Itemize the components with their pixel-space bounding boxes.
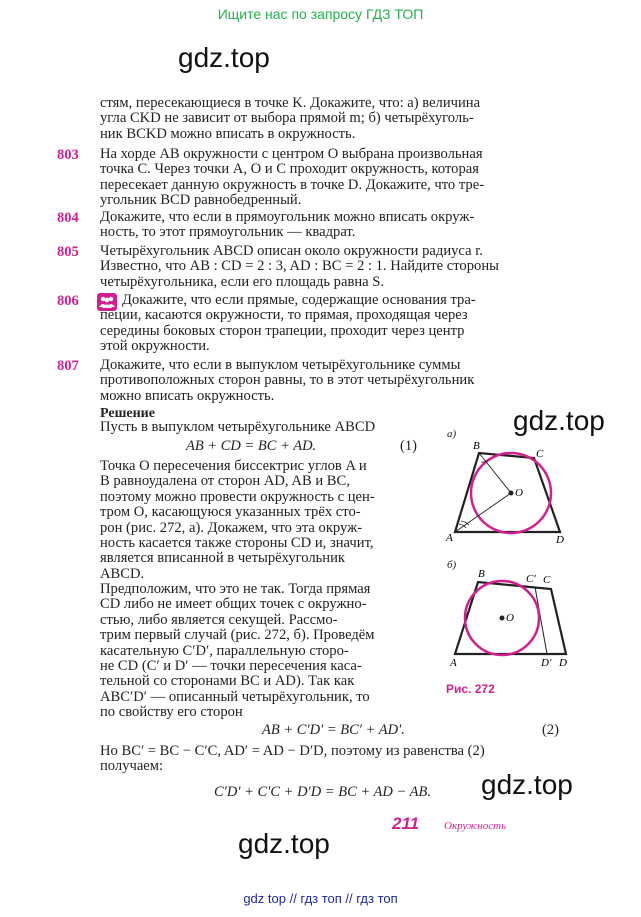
label-O: O xyxy=(515,487,523,499)
watermark: gdz.top xyxy=(178,42,270,73)
bottom-banner: gdz top // гдз топ // гдз топ xyxy=(243,891,398,906)
watermark: gdz.top xyxy=(513,405,605,436)
top-banner: Ищите нас по запросу ГДЗ ТОП xyxy=(217,6,424,22)
text-line: Точка O пересечения биссектрис углов A и xyxy=(100,458,367,474)
text-line: Известно, что AB : CD = 2 : 3, AD : BC = 2 : 1. Найдите стороны xyxy=(100,258,499,275)
problem-number: 807 xyxy=(57,358,79,374)
solution-line: получаем: xyxy=(100,758,164,774)
text-line: ность касается также стороны CD и, значит, xyxy=(100,535,374,552)
text-line: ABC′D′ — описанный четырёхугольник, то xyxy=(100,688,370,705)
text-line: Четырёхугольник ABCD описан около окружности радиуса r. xyxy=(100,243,483,259)
label-B: B xyxy=(473,440,480,452)
text-line: ABCD. xyxy=(100,565,145,582)
text-line: можно вписать окружность. xyxy=(100,387,275,404)
text-line: ник BCKD можно вписать в окружность. xyxy=(100,125,356,142)
text-line: четырёхугольника, если его площадь равна S. xyxy=(100,273,385,290)
problem-806-cont xyxy=(100,308,468,354)
text-line: Докажите, что если в прямоугольник можно вписать окруж- xyxy=(100,209,475,225)
equation-2-number: (2) xyxy=(542,722,559,738)
text-line: этой окружности. xyxy=(100,338,210,355)
problem-806 xyxy=(122,293,476,308)
text-line: ность, то этот прямоугольник — квадрат. xyxy=(100,224,356,241)
text-line: тельной со сторонами BC и AD). Так как xyxy=(100,673,355,690)
running-title: Окружность xyxy=(444,820,507,832)
text-line: середины боковых сторон трапеции, проходит через центр xyxy=(100,322,465,339)
text-line: На хорде AB окружности с центром O выбрана произвольная xyxy=(100,146,483,162)
solution-paragraph-2 xyxy=(100,582,375,721)
problem-805 xyxy=(100,244,499,290)
text-line: поэтому можно провести окружность с цен- xyxy=(100,488,375,505)
text-line: пересекает данную окружность в точке D. Докажите, что тре- xyxy=(100,176,485,193)
label-A: A xyxy=(450,657,457,669)
problem-number: 803 xyxy=(57,147,79,163)
figure-272b xyxy=(445,565,580,675)
text-line: тром O, касающуюся указанных трёх сто- xyxy=(100,504,361,521)
solution-paragraph-1 xyxy=(100,459,375,582)
watermark: gdz.top xyxy=(238,828,330,859)
solution-intro: Пусть в выпуклом четырёхугольнике ABCD xyxy=(100,419,376,435)
watermark: gdz.top xyxy=(481,769,573,800)
problem-803 xyxy=(100,147,484,209)
problem-807 xyxy=(100,358,474,404)
text-line: по свойству его сторон xyxy=(100,704,243,721)
figure-272a xyxy=(445,435,580,545)
text-line: рон (рис. 272, а). Докажем, что эта окруж- xyxy=(100,519,363,536)
text-line: Предположим, что это не так. Тогда прямая xyxy=(100,581,371,597)
label-A: A xyxy=(446,532,453,544)
equation-1: AB + CD = BC + AD. xyxy=(186,438,317,454)
problem-number: 806 xyxy=(57,293,79,309)
text-line: не CD (C′ и D′ — точки пересечения каса- xyxy=(100,658,362,675)
text-line: угла CKD не зависит от выбора прямой m; б) четырёхуголь- xyxy=(100,110,474,127)
text-line: угольник BCD равнобедренный. xyxy=(100,192,302,209)
label-O: O xyxy=(506,612,514,624)
continuation-text xyxy=(100,96,480,142)
text-line: точка C. Через точки A, O и C проходит окружность, которая xyxy=(100,161,479,178)
label-D: D xyxy=(559,657,567,669)
label-C-prime: C′ xyxy=(526,573,536,585)
problem-number: 804 xyxy=(57,210,79,226)
text-line: противоположных сторон равны, то в этот четырёхугольник xyxy=(100,372,475,389)
label-D: D xyxy=(556,534,564,545)
text-line: Докажите, что если в выпуклом четырёхугольнике суммы xyxy=(100,357,461,373)
text-line: является вписанной в четырёхугольник xyxy=(100,550,346,567)
text-line: Докажите, что если прямые, содержащие основания тра- xyxy=(122,292,476,308)
text-line: трим первый случай (рис. 272, б). Проведём xyxy=(100,627,375,644)
equation-3: C′D′ + C′C + D′D = BC + AD − AB. xyxy=(214,784,431,800)
equation-2: AB + C′D′ = BC′ + AD′. xyxy=(262,722,405,738)
label-C: C xyxy=(536,448,544,460)
text-line: стям, пересекающиеся в точке K. Докажите, что: а) величина xyxy=(100,95,481,111)
text-line: B равноудалена от сторон AD, AB и BC, xyxy=(100,473,350,490)
solution-heading: Решение xyxy=(100,406,155,421)
text-line: касательную C′D′, параллельную сторо- xyxy=(100,642,349,659)
solution-line: Но BC′ = BC − C′C, AD′ = AD − D′D, поэтому из равенства (2) xyxy=(100,743,485,759)
figure-label-b: б) xyxy=(447,559,457,571)
problem-804 xyxy=(100,210,474,241)
label-D-prime: D′ xyxy=(541,657,552,669)
label-B: B xyxy=(478,568,485,580)
equation-1-number: (1) xyxy=(400,438,417,454)
page-number: 211 xyxy=(392,814,420,833)
figure-caption: Рис. 272 xyxy=(446,682,495,696)
label-C: C xyxy=(543,574,551,586)
figure-label-a: а) xyxy=(447,428,457,440)
problem-number: 805 xyxy=(57,244,79,260)
text-line: пеции, касаются окружности, то прямая, проходящая через xyxy=(100,307,468,324)
text-line: CD либо не имеет общих точек с окружно- xyxy=(100,596,367,613)
text-line: стью, либо является секущей. Рассмо- xyxy=(100,611,338,628)
